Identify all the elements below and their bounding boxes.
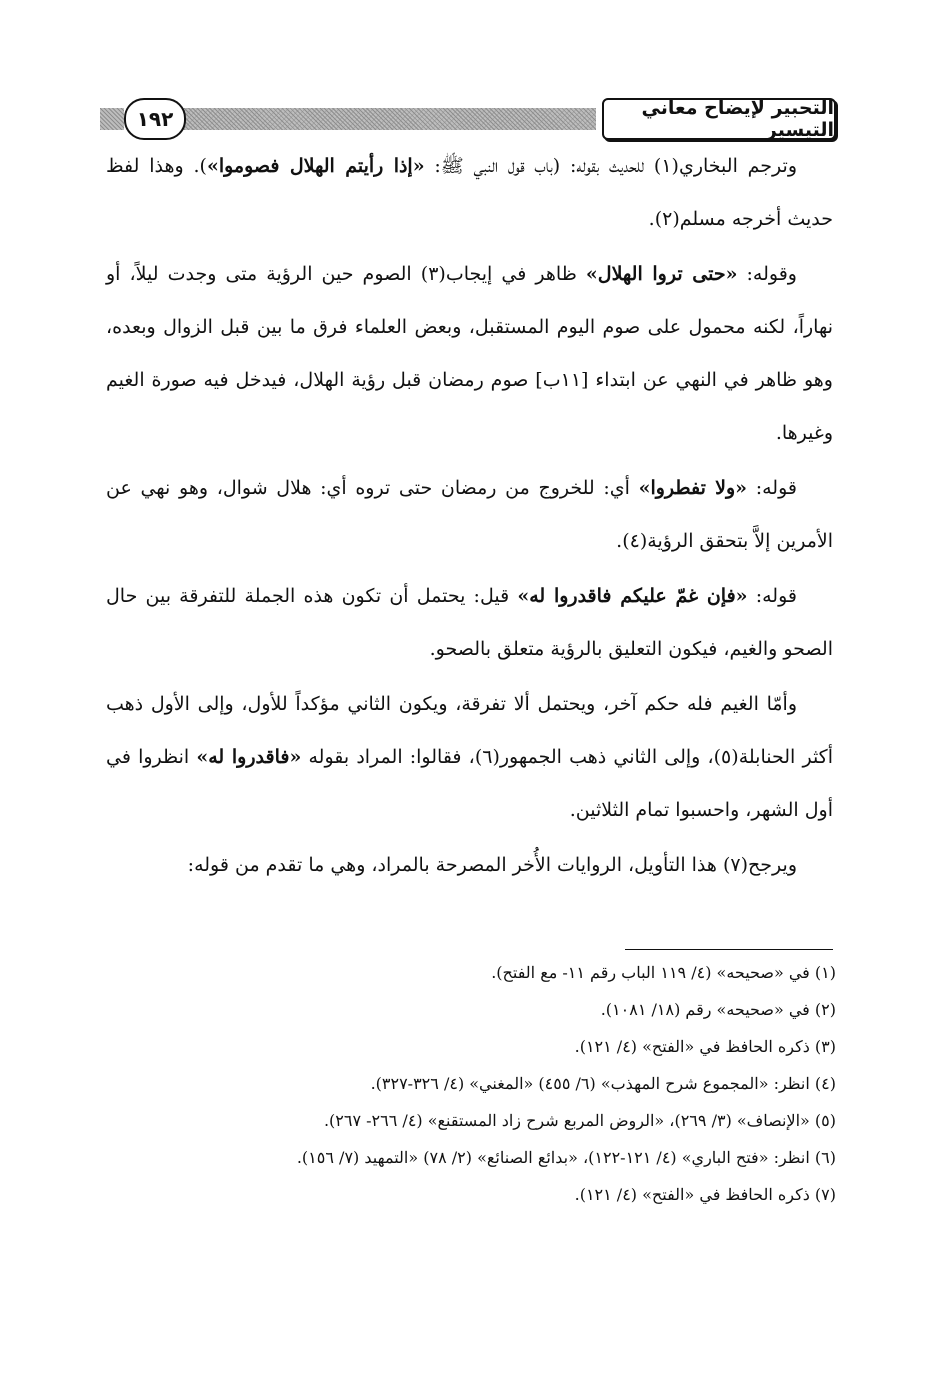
text-run: (٢)	[654, 208, 680, 230]
text-run: ظاهر في إيجاب	[445, 263, 586, 285]
text-run: الصوم حين الرؤية متى وجدت ليلاً، أو نهاراً، لكنه محمول على صوم اليوم المستقبل، وبعض العلماء فرق ما بين قبل الزوال وبعده، وهو ظاهر في النهي عن ابتداء [١١ب] صوم رمضان قبل رؤية الهلال، فيدخل فيه صورة الغيم وغيرها.	[106, 263, 833, 444]
footnote-separator	[625, 949, 833, 950]
footnote: (٦) انظر: «فتح الباري» (٤/ ١٢١-١٢٢)، «بدائع الصنائع» (٢/ ٧٨) «التمهيد (٧/ ١٥٦).	[296, 1148, 836, 1167]
text-run: أي: للخروج من رمضان حتى تروه أي: هلال شوال، وهو نهي عن الأمرين إلاَّ بتحقق الرؤية	[106, 477, 833, 552]
text-run: قوله:	[747, 477, 797, 499]
text-run: ، فقالوا: المراد بقوله	[301, 746, 475, 768]
text-run: .	[648, 208, 655, 230]
main-text	[106, 140, 833, 894]
text-run: قيل: يحتمل أن تكون هذه الجملة للتفرقة بين حال الصحو والغيم، فيكون التعليق بالرؤية متعلق بالصحو.	[106, 585, 833, 660]
text-run: ويرجح	[748, 854, 797, 876]
text-run: للحديث بقوله: (باب قول النبي ﷺ:	[424, 155, 654, 177]
footnote: (٥) «الإنصاف» (٣/ ٢٦٩)، «الروض المربع شرح زاد المستقنع» (٤/ ٢٦٦- ٢٦٧).	[323, 1111, 836, 1130]
footnote: (٧) ذكره الحافظ في «الفتح» (٤/ ١٢١).	[574, 1185, 836, 1204]
header-decorative-band-edge	[100, 108, 124, 130]
text-run: ). وهذا لفظ حديث أخرجه مسلم	[106, 155, 833, 230]
text-run: (١)	[653, 155, 679, 177]
hadith-quote: «إذا رأيتم الهلال فصوموا»	[206, 155, 425, 177]
text-run: (٧)	[722, 854, 749, 876]
footnotes	[140, 954, 836, 1213]
text-run: (٥)	[713, 746, 739, 768]
text-run: انظروا في أول الشهر، واحسبوا تمام الثلاثين.	[106, 746, 833, 821]
page-header	[100, 96, 836, 142]
hadith-quote: «فإن غمّ عليكم فاقدروا له»	[517, 585, 748, 607]
footnote: (٢) في «صحيحه» رقم (١٨/ ١٠٨١).	[600, 1000, 836, 1019]
text-run: وقوله:	[737, 263, 797, 285]
paragraph	[106, 462, 833, 568]
text-run: (٦)	[474, 746, 500, 768]
header-decorative-band	[180, 108, 596, 130]
text-run: (٤)	[622, 530, 648, 552]
paragraph	[106, 570, 833, 676]
text-run: (٣)	[420, 263, 446, 285]
footnote: (٣) ذكره الحافظ في «الفتح» (٤/ ١٢١).	[574, 1037, 836, 1056]
text-run: .	[616, 530, 623, 552]
page-number: ١٩٢	[124, 98, 186, 140]
footnote: (٤) انظر: «المجموع شرح المهذب» (٦/ ٤٥٥) «المغني» (٤/ ٣٢٦-٣٢٧).	[370, 1074, 836, 1093]
text-run: هذا التأويل، الروايات الأُخر المصرحة بالمراد، وهي ما تقدم من قوله:	[187, 854, 723, 876]
text-run: وترجم البخاري	[678, 155, 797, 177]
text-run: ، وإلى الثاني ذهب الجمهور	[499, 746, 714, 768]
text-run: قوله:	[747, 585, 797, 607]
paragraph	[106, 678, 833, 837]
book-title: التحبير لإيضاح معاني التيسير	[602, 98, 836, 140]
hadith-quote: «فاقدروا له»	[196, 746, 302, 768]
paragraph	[106, 140, 833, 246]
hadith-quote: «حتى تروا الهلال»	[585, 263, 738, 285]
hadith-quote: «ولا تفطروا»	[638, 477, 748, 499]
footnote: (١) في «صحيحه» (٤/ ١١٩ الباب رقم ١١- مع الفتح).	[491, 963, 836, 982]
text-run: وأمّا الغيم فله حكم آخر، ويحتمل ألا تفرقة، ويكون الثاني مؤكداً للأول، وإلى الأول ذهب أكثر الحنابلة	[106, 693, 833, 768]
paragraph	[106, 839, 833, 892]
paragraph	[106, 248, 833, 460]
